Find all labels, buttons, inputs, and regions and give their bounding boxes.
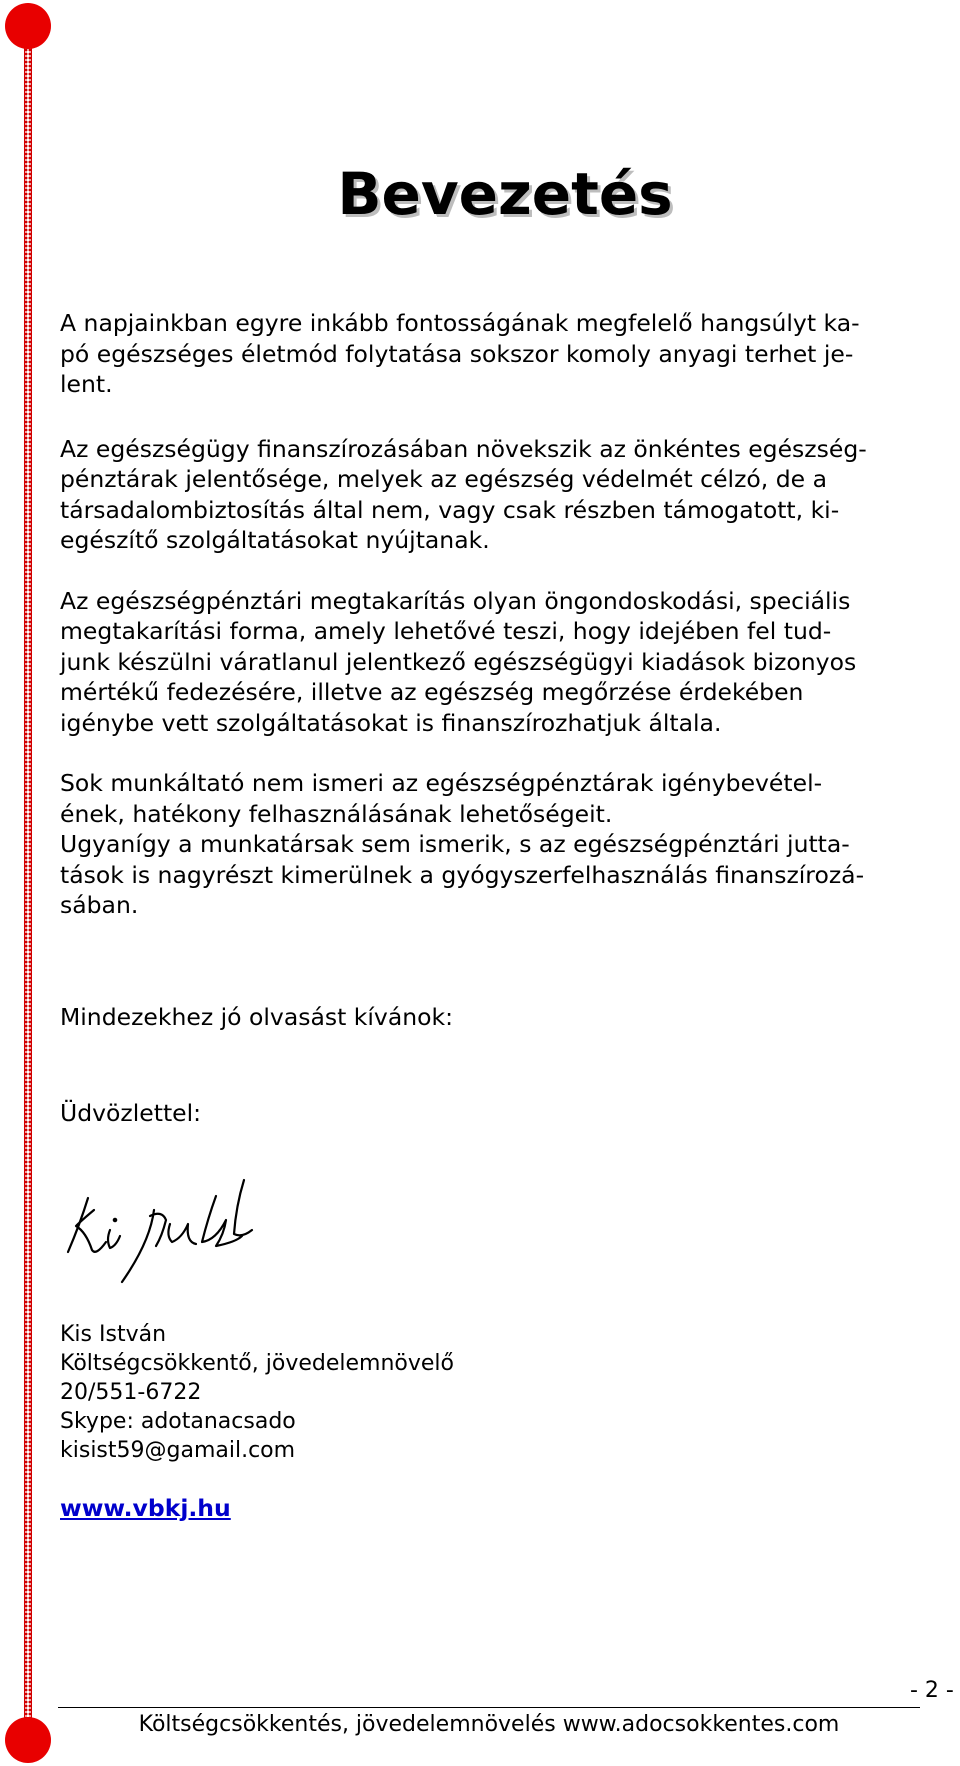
contact-name: Kis István bbox=[60, 1322, 167, 1347]
footer-text: Költségcsökkentés, jövedelemnövelés www.adocsokkentes.com bbox=[138, 1712, 840, 1737]
paragraph-4: Sok munkáltató nem ismeri az egészségpénztárak igénybevétel- ének, hatékony felhasználásának lehetőségeit. Ugyanígy a munkatársak sem ismerik, s az egészségpénztári jutta- tások is nagyrészt kimerülnek a gyógyszerfelhasználás finanszírozá- sában. bbox=[60, 769, 865, 919]
website-link[interactable]: www.vbkj.hu bbox=[60, 1494, 231, 1522]
handwritten-signature bbox=[66, 1176, 286, 1286]
top-red-dot bbox=[5, 3, 51, 49]
paragraph-1: A napjainkban egyre inkább fontosságának megfelelő hangsúlyt ka- pó egészséges életmód folytatása sokszor komoly anyagi terhet je- lent. bbox=[60, 309, 860, 398]
greeting-line: Üdvözlettel: bbox=[60, 1099, 202, 1127]
left-border-decoration bbox=[24, 28, 32, 1734]
bottom-red-dot bbox=[5, 1717, 51, 1763]
contact-email: kisist59@gamail.com bbox=[60, 1438, 296, 1463]
page-title: Bevezetés bbox=[337, 160, 673, 228]
contact-skype: Skype: adotanacsado bbox=[60, 1409, 296, 1434]
contact-phone: 20/551-6722 bbox=[60, 1380, 202, 1405]
page-number: - 2 - bbox=[910, 1678, 954, 1703]
paragraph-2: Az egészségügy finanszírozásában növekszik az önkéntes egészség- pénztárak jelentősége, melyek az egészség védelmét célzó, de a társadalombiztosítás által nem, vagy csak részben támogatott, ki- egészítő szolgáltatásokat nyújtanak. bbox=[60, 434, 867, 554]
closing-line: Mindezekhez jó olvasást kívánok: bbox=[60, 1003, 454, 1031]
contact-block bbox=[60, 1320, 454, 1465]
body-text bbox=[60, 308, 940, 921]
footer-divider bbox=[58, 1707, 920, 1708]
paragraph-3: Az egészségpénztári megtakarítás olyan öngondoskodási, speciális megtakarítási forma, amely lehetővé teszi, hogy idejében fel tud- junk készülni váratlanul jelentkező egészségügyi kiadások bizonyos mértékű fedezésére, illetve az egészség megőrzése érdekében igénybe vett szolgáltatásokat is finanszírozhatjuk általa. bbox=[60, 586, 857, 737]
contact-role: Költségcsökkentő, jövedelemnövelő bbox=[60, 1351, 454, 1376]
